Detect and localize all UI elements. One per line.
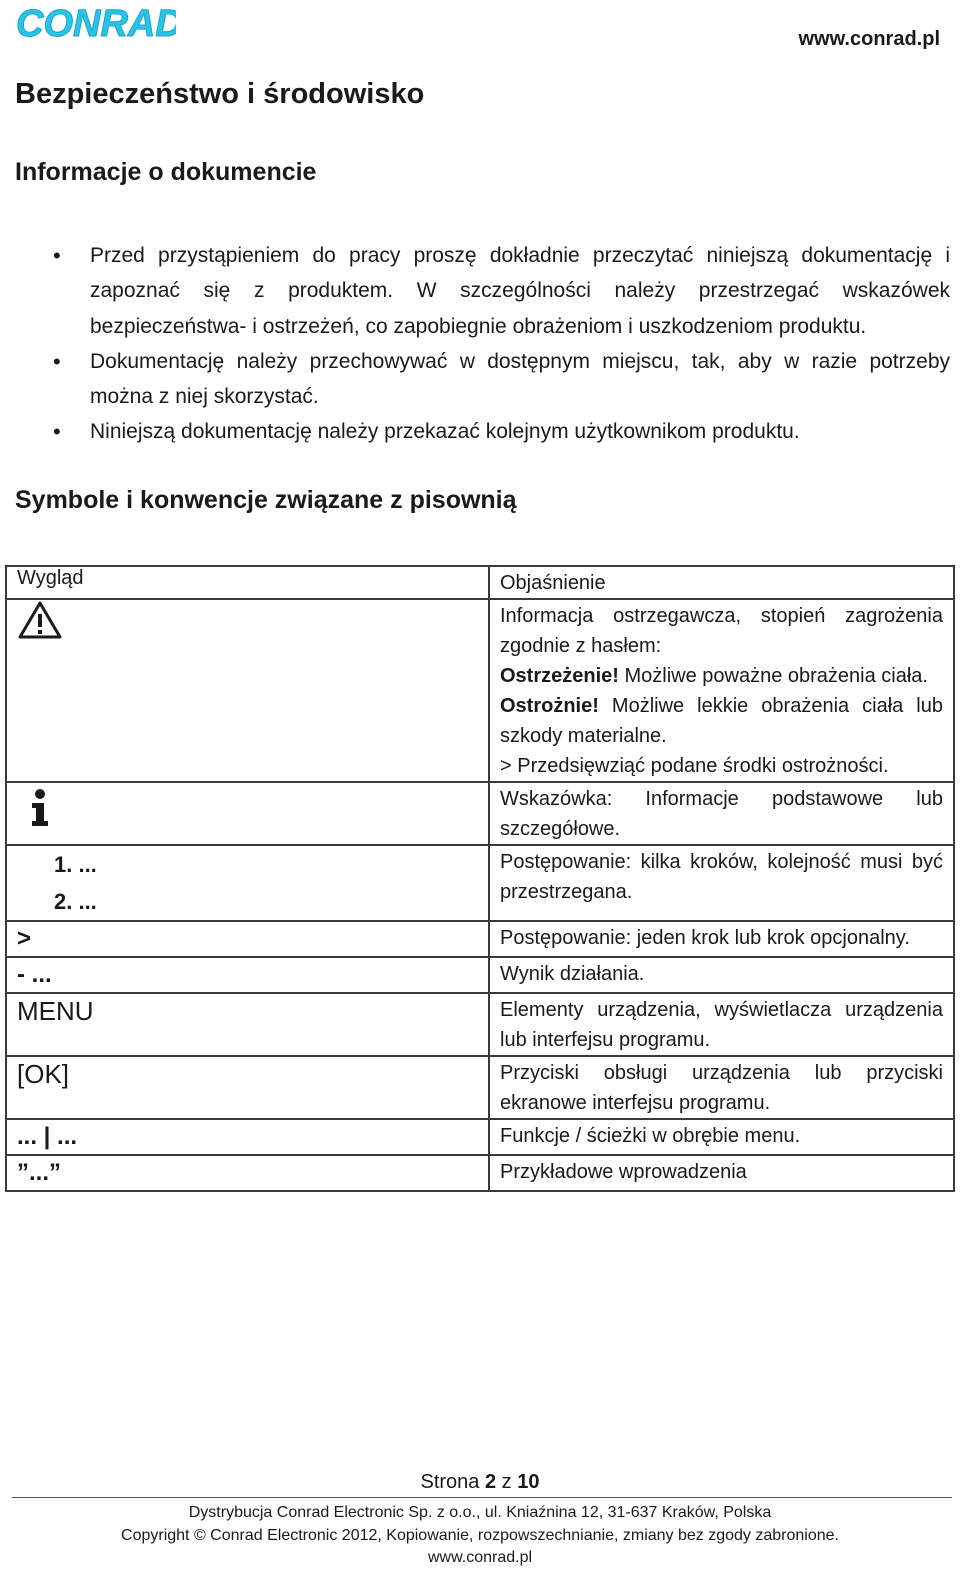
caution-text: Możliwe lekkie obrażenia ciała lub szkody materialne.	[500, 695, 943, 747]
list-item: • Dokumentację należy przechowywać w dostępnym miejscu, tak, aby w razie potrzeby można z niej skorzystać.	[48, 344, 950, 415]
menu-symbol: MENU	[6, 993, 489, 1056]
path-explanation: Funkcje / ścieżki w obrębie menu.	[489, 1119, 954, 1155]
list-item: • Niniejszą dokumentację należy przekazać kolejnym użytkownikom produktu.	[48, 414, 950, 449]
footer-divider	[12, 1497, 952, 1498]
section-heading-symbols: Symbole i konwencje związane z pisownią	[15, 486, 517, 514]
single-step-explanation: Postępowanie: jeden krok lub krok opcjonalny.	[489, 921, 954, 957]
list-item: • Przed przystąpieniem do pracy proszę dokładnie przeczytać niniejszą dokumentację i zapoznać się z produktem. W szczególności należy przestrzegać wskazówek bezpieczeństwa- i ostrzeżeń, co zapobiegnie obrażeniom i uszkodzeniom produktu.	[48, 238, 950, 344]
info-explanation: Wskazówka: Informacje podstawowe lub szczegółowe.	[489, 782, 954, 845]
step-1: 1. ...	[54, 852, 97, 877]
page-prefix: Strona	[420, 1471, 485, 1493]
footer-distributor: Dystrybucja Conrad Electronic Sp. z o.o., ul. Kniaźnina 12, 31-637 Kraków, Polska	[188, 1504, 772, 1521]
section-heading-document: Informacje o dokumencie	[15, 158, 317, 186]
quote-explanation: Przykładowe wprowadzenia	[489, 1155, 954, 1191]
col-header-appearance: Wygląd	[6, 566, 489, 599]
steps-symbol-cell	[6, 845, 489, 921]
info-symbol-cell	[6, 782, 489, 845]
logo-text: CONRAD	[16, 3, 176, 44]
info-icon	[25, 787, 55, 829]
table-header-row	[6, 566, 954, 599]
warning-intro: Informacja ostrzegawcza, stopień zagrożenia zgodnie z hasłem:	[500, 605, 943, 657]
caution-label: Ostrożnie!	[500, 695, 599, 717]
ok-symbol: [OK]	[6, 1056, 489, 1119]
warning-action: > Przedsięwziąć podane środki ostrożności.	[500, 755, 889, 777]
menu-explanation: Elementy urządzenia, wyświetlacza urządzenia lub interfejsu programu.	[489, 993, 954, 1056]
site-url[interactable]: www.conrad.pl	[798, 28, 940, 50]
table-row	[6, 993, 954, 1056]
step-2: 2. ...	[54, 889, 97, 914]
steps-explanation: Postępowanie: kilka kroków, kolejność musi być przestrzegana.	[489, 845, 954, 921]
footer-text	[0, 1502, 960, 1570]
symbols-table	[5, 565, 955, 1192]
warning-symbol-cell	[6, 599, 489, 782]
table-row	[6, 845, 954, 921]
footer-url[interactable]: www.conrad.pl	[427, 1549, 533, 1566]
page-mid: z	[496, 1471, 518, 1493]
quote-symbol: ”...”	[6, 1155, 489, 1191]
col-header-explanation: Objaśnienie	[489, 566, 954, 599]
result-symbol: - ...	[6, 957, 489, 993]
table-row	[6, 599, 954, 782]
ok-explanation: Przyciski obsługi urządzenia lub przyciski ekranowe interfejsu programu.	[489, 1056, 954, 1119]
page-current: 2	[484, 1471, 497, 1493]
page-total: 10	[517, 1471, 540, 1493]
table-row	[6, 921, 954, 957]
document-info-list	[48, 238, 950, 450]
result-explanation: Wynik działania.	[489, 957, 954, 993]
page-number	[0, 1471, 960, 1494]
warning-text: Możliwe poważne obrażenia ciała.	[618, 665, 928, 687]
warning-explanation-cell	[489, 599, 954, 782]
table-row	[6, 1119, 954, 1155]
table-row	[6, 957, 954, 993]
single-step-symbol: >	[6, 921, 489, 957]
page-title: Bezpieczeństwo i środowisko	[15, 78, 425, 110]
warning-label: Ostrzeżenie!	[500, 665, 619, 687]
conrad-logo	[16, 2, 176, 44]
caution-line	[500, 691, 943, 751]
table-row	[6, 1155, 954, 1191]
path-symbol: ... | ...	[6, 1119, 489, 1155]
warning-triangle-icon	[17, 600, 63, 640]
footer-copyright: Copyright © Conrad Electronic 2012, Kopiowanie, rozpowszechnianie, zmiany bez zgody zabronione.	[121, 1526, 839, 1544]
warning-line	[500, 661, 943, 691]
table-row	[6, 1056, 954, 1119]
table-row	[6, 782, 954, 845]
